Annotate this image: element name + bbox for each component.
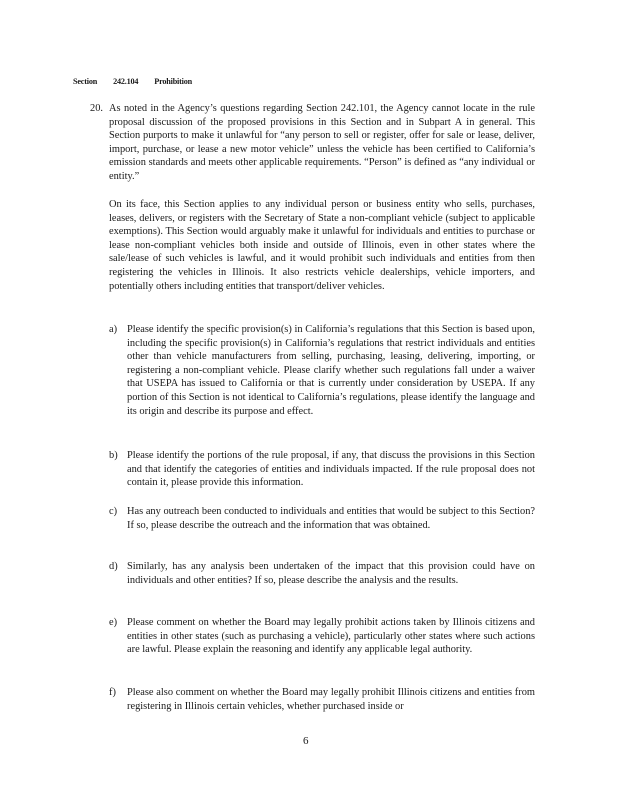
- subitem-e: [109, 616, 535, 657]
- item-number: 20.: [90, 103, 103, 114]
- section-label: Section: [73, 77, 98, 86]
- section-number: 242.104: [113, 77, 139, 86]
- page-number: 6: [303, 735, 309, 747]
- subitem-a-label: a): [109, 324, 118, 335]
- subitem-d-text: Similarly, has any analysis been undertaken of the impact that this provision could have on individuals and other entities? If so, please describe the analysis and the results.: [127, 561, 535, 586]
- section-title: Prohibition: [154, 77, 192, 86]
- subitem-b: [109, 449, 535, 490]
- section-heading: [73, 75, 192, 89]
- item-paragraph-2: On its face, this Section applies to any individual person or business entity who sells, purchases, leases, delivers, or registers with the Secretary of State a non-compliant vehicle (subject to applicable exemptions). This Section would arguably make it unlawful for individuals and entities to purchase or lease non-compliant vehicles both inside and outside of Illinois, even in other states where the sale/lease of such vehicles is lawful, and it would prohibit such individuals and entities from then registering the vehicles in Illinois. It also restricts vehicle dealerships, vehicle importers, and potentially others including entities that transport/deliver vehicles.: [109, 199, 535, 292]
- subitem-c: [109, 505, 535, 532]
- subitem-c-text: Has any outreach been conducted to individuals and entities that would be subject to this Section? If so, please describe the outreach and the information that was obtained.: [127, 506, 535, 531]
- item-paragraph-1: As noted in the Agency’s questions regarding Section 242.101, the Agency cannot locate in the rule proposal discussion of the proposed provisions in this Section and in Subpart A in general. This Section purports to make it unlawful for “any person to sell or register, offer for sale or lease, deliver, import, purchase, or lease a new motor vehicle” unless the vehicle has been certified to California’s emission standards and meets other applicable requirements. “Person” is defined as “any individual or entity.”: [109, 103, 535, 182]
- subitem-a: [109, 323, 535, 418]
- subitem-f-label: f): [109, 687, 116, 698]
- subitem-e-label: e): [109, 617, 118, 628]
- subitem-a-text: Please identify the specific provision(s) in California’s regulations that this Section is based upon, including the specific provision(s) in California’s regulations that restrict individuals and entities other than vehicle manufacturers from selling, purchasing, leasing, delivering, importing, or registering a non-compliant vehicle. Please clarify whether such regulations fall under a waiver that USEPA has issued to California or that is currently under consideration by USEPA. If any portion of this Section is not identical to California’s regulations, please identify the language and its origin and describe its purpose and effect.: [127, 324, 535, 417]
- subitem-b-label: b): [109, 450, 118, 461]
- subitem-d: [109, 560, 535, 587]
- subitem-c-label: c): [109, 506, 118, 517]
- subitem-e-text: Please comment on whether the Board may legally prohibit actions taken by Illinois citizens and entities in other states (such as purchasing a vehicle), particularly other states where such actions are lawful. Please explain the reasoning and identify any applicable legal authority.: [127, 617, 535, 656]
- subitem-f: [109, 686, 535, 713]
- subitem-d-label: d): [109, 561, 118, 572]
- subitem-f-text: Please also comment on whether the Board may legally prohibit Illinois citizens and entities from registering in Illinois certain vehicles, whether purchased inside or: [127, 687, 535, 712]
- subitem-b-text: Please identify the portions of the rule proposal, if any, that discuss the provisions in this Section and that identify the categories of entities and individuals impacted. If the rule proposal does not contain it, please provide this information.: [127, 450, 535, 489]
